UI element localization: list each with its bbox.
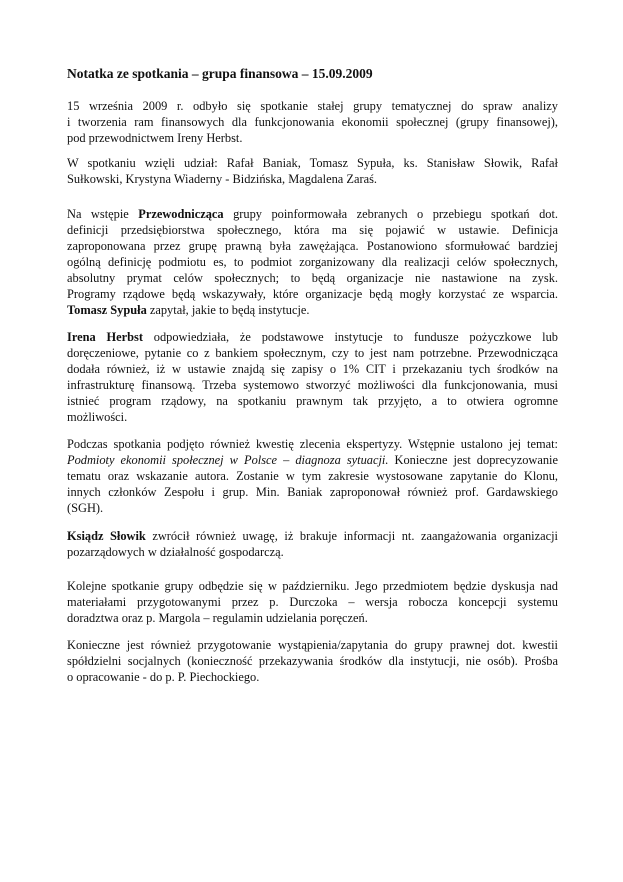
- text-line: istnieć program rządowy, na spotkaniu prawnym tak przyjęto, a to otwiera ogromne: [67, 394, 558, 408]
- paragraph-chair-report: [67, 206, 558, 318]
- text-span: odpowiedziała, że podstawowe instytucje to fundusze pożyczkowe lub: [142, 330, 558, 344]
- text-line: innych członków Zespołu i grup. Min. Baniak zaproponował również prof. Gardawskiego: [67, 485, 558, 499]
- text-line: doradztwa oraz p. Margola – regulamin udzielania poręczeń.: [67, 611, 368, 625]
- text-line: materiałami przygotowanymi przez p. Durczoka – wersja robocza koncepcji systemu: [67, 595, 558, 609]
- text-line: [67, 329, 558, 345]
- bold-name-slowik: Ksiądz Słowik: [67, 529, 146, 543]
- text-line: [67, 206, 558, 222]
- paragraph-herbst-reply: [67, 329, 558, 425]
- text-line: możliwości.: [67, 410, 128, 424]
- text-line: [67, 528, 558, 544]
- text-line: absolutny prymat celów społecznych; to będą organizacje nie nastawione na zysk.: [67, 271, 558, 285]
- text-line: Podczas spotkania podjęto również kwestię zlecenia ekspertyzy. Wstępnie ustalono jej temat:: [67, 437, 558, 451]
- text-line: tematu oraz wskazanie autora. Zostanie w tym zakresie wystosowane zapytanie do Klonu,: [67, 469, 558, 483]
- bold-name-herbst: Irena Herbst: [67, 330, 143, 344]
- bold-name-sypula: Tomasz Sypuła: [67, 303, 147, 317]
- paragraph-participants: [67, 155, 558, 187]
- text-span: zwrócił również uwagę, iż brakuje informacji nt. zaangażowania organizacji: [145, 529, 558, 543]
- text-line: doręczeniowe, pytanie co z bankiem społecznym, czy to jest nam potrzebne. Przewodnicząca: [67, 346, 558, 360]
- paragraph-expertise: [67, 436, 558, 516]
- text-line: pod przewodnictwem Ireny Herbst.: [67, 131, 243, 145]
- paragraph-next-meeting: [67, 578, 558, 626]
- text-line: spółdzielni socjalnych (konieczność przekazywania środków dla instytucji, nie osób). Prośba: [67, 654, 558, 668]
- text-span: Konieczne jest doprecyzowanie: [388, 453, 558, 467]
- text-line: [67, 452, 558, 468]
- text-line: pozarządowych w działalność gospodarczą.: [67, 545, 284, 559]
- text-line: dodała również, iż w ustawie znajdą się zapisy o 1% CIT i przekazaniu tych środków na: [67, 362, 558, 376]
- text-line: Kolejne spotkanie grupy odbędzie się w październiku. Jego przedmiotem będzie dyskusja nad: [67, 579, 558, 593]
- text-line: infrastrukturę finansową. Trzeba systemowo stworzyć możliwości dla funkcjonowania, musi: [67, 378, 558, 392]
- text-span: zapytał, jakie to będą instytucje.: [146, 303, 310, 317]
- italic-topic: Podmioty ekonomii społecznej w Polsce – diagnoza sytuacji.: [67, 453, 389, 467]
- text-span: grupy poinformowała zebranych o przebiegu spotkań dot.: [223, 207, 558, 221]
- text-line: Konieczne jest również przygotowanie wystąpienia/zapytania do grupy prawnej dot. kwestii: [67, 638, 558, 652]
- paragraph-slowik: [67, 528, 558, 560]
- text-line: Programy rządowe będą wskazywały, które organizacje będą mogły korzystać ze wsparcia.: [67, 287, 558, 301]
- text-line: zaproponowana przez grupę prawną była zawężająca. Postanowiono sformułować bardziej: [67, 239, 558, 253]
- text-line: o opracowanie - do p. P. Piechockiego.: [67, 670, 260, 684]
- text-line: W spotkaniu wzięli udział: Rafał Baniak, Tomasz Sypuła, ks. Stanisław Słowik, Rafał: [67, 156, 558, 170]
- paragraph-legal-group: [67, 637, 558, 685]
- text-line: (SGH).: [67, 501, 104, 515]
- document-title: Notatka ze spotkania – grupa finansowa – 15.09.2009: [67, 66, 373, 81]
- text-line: [67, 302, 558, 318]
- text-span: Na wstępie: [67, 207, 139, 221]
- text-line: ogólną definicję podmiotu es, to podmiot zorganizowany dla realizacji celów społecznych,: [67, 255, 558, 269]
- text-line: i tworzenia ram finansowych dla funkcjonowania ekonomii społecznej (grupy finansowej),: [67, 115, 558, 129]
- text-line: Sułkowski, Krystyna Wiaderny - Bidzińska, Magdalena Zaraś.: [67, 172, 378, 186]
- paragraph-meeting-intro: [67, 98, 558, 146]
- bold-name-przewodniczaca: Przewodnicząca: [138, 207, 224, 221]
- text-line: definicji przedsiębiorstwa społecznego, która ma się pojawić w ustawie. Definicja: [67, 223, 558, 237]
- text-line: 15 września 2009 r. odbyło się spotkanie stałej grupy tematycznej do spraw analizy: [67, 99, 558, 113]
